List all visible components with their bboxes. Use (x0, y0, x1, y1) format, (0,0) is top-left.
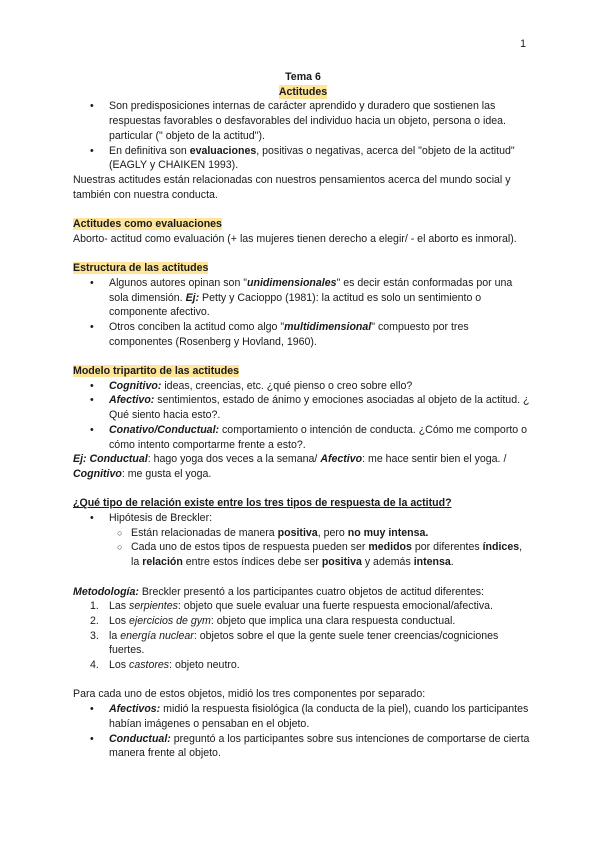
section-text: Para cada uno de estos objetos, midió los tres componentes por separado: (73, 688, 426, 701)
section-heading: ¿Qué tipo de relación existe entre los tres tipos de respuesta de la actitud? (73, 497, 452, 510)
section-modelo (73, 364, 533, 482)
intro-list (73, 99, 533, 173)
list-item: • Afectivos: midió la respuesta fisiológica (la conducta de la piel), cuando los participantes habían imágenes o pensaban en el objeto. (73, 702, 533, 731)
document-title: Actitudes (278, 85, 328, 98)
section-label: Metodología: (73, 585, 139, 598)
section-relacion (73, 496, 533, 570)
topic-title: Tema 6 (285, 71, 321, 83)
list-item: • Conductual: preguntó a los participantes sobre sus intenciones de comportarse de cierta manera frente al objeto. (73, 732, 533, 761)
list-item: • Hipótesis de Breckler: ○ Están relacionadas de manera positiva, pero no muy intensa. ○ Cada uno de estos tipos de respuesta pueden ser medidos por diferentes índices, la relación entre estos índices debe ser positiva y además intensa. (73, 511, 533, 570)
intro-paragraph: Nuestras actitudes están relacionadas con nuestros pensamientos acerca del mundo social y también con nuestra conducta. (73, 173, 511, 201)
list-item: 4. Los castores: objeto neutro. (90, 659, 240, 672)
section-metodologia: Metodología: Breckler presentó a los participantes cuatro objetos de actitud diferentes: 1. Las serpientes: objeto que suele evaluar una fuerte respuesta emocional/afectiva. 2. Los ejercicios de gym: objeto que implica una clara respuesta conductual. 3. la energía nuclear: objetos sobre el que la gente suele tener creencias/cogniciones fuertes. 4. Los castores: objeto neutro. (73, 585, 533, 673)
document-body (73, 70, 533, 761)
list-item: 3. la energía nuclear: objetos sobre el que la gente suele tener creencias/cogniciones fuertes. (90, 629, 499, 657)
section-evaluaciones (73, 217, 533, 246)
list-item: 2. Los ejercicios de gym: objeto que implica una clara respuesta conductual. (90, 614, 456, 627)
section-estructura (73, 261, 533, 349)
list-item: • Otros conciben la actitud como algo "multidimensional" compuesto por tres componentes (Rosenberg y Hovland, 1960). (73, 320, 533, 349)
section-text: Aborto- actitud como evaluación (+ las mujeres tienen derecho a elegir/ - el aborto es inmoral). (73, 232, 517, 245)
title-block (73, 70, 533, 99)
page-number: 1 (520, 38, 526, 50)
list-item: • Cognitivo: ideas, creencias, etc. ¿qué pienso o creo sobre ello? (73, 379, 533, 394)
example-line: Ej: Conductual: hago yoga dos veces a la semana/ Afectivo: me hace sentir bien el yoga. / Cognitivo: me gusta el yoga. (73, 453, 507, 480)
section-heading: Modelo tripartito de las actitudes (73, 365, 239, 378)
list-item: • Conativo/Conductual: comportamiento o intención de conducta. ¿Cómo me comporto o cómo intento comportarme frente a esto?. (73, 423, 533, 452)
list-item: 1. Las serpientes: objeto que suele evaluar una fuerte respuesta emocional/afectiva. (90, 600, 493, 613)
section-componentes (73, 687, 533, 761)
list-item: • En definitiva son evaluaciones, positivas o negativas, acerca del "objeto de la actitud" (EAGLY y CHAIKEN 1993). (73, 144, 533, 173)
sub-list-item: ○ Están relacionadas de manera positiva, pero no muy intensa. (73, 526, 533, 541)
list-item: • Algunos autores opinan son "unidimensionales" es decir están conformadas por una sola dimensión. Ej: Petty y Cacioppo (1981): la actitud es solo un sentimiento o componente afectivo. (73, 276, 533, 320)
list-item: • Son predisposiciones internas de carácter aprendido y duradero que sostienen las respuestas favorables o desfavorables del individuo hacia un objeto, persona o idea. particular (" objeto de la actitud"). (73, 99, 533, 143)
section-heading: Actitudes como evaluaciones (73, 218, 222, 231)
section-heading: Estructura de las actitudes (73, 262, 209, 275)
sub-list-item: ○ Cada uno de estos tipos de respuesta pueden ser medidos por diferentes índices, la relación entre estos índices debe ser positiva y además intensa. (73, 540, 533, 569)
list-item: • Afectivo: sentimientos, estado de ánimo y emociones asociadas al objeto de la actitud. ¿ Qué siento hacia esto?. (73, 393, 533, 422)
